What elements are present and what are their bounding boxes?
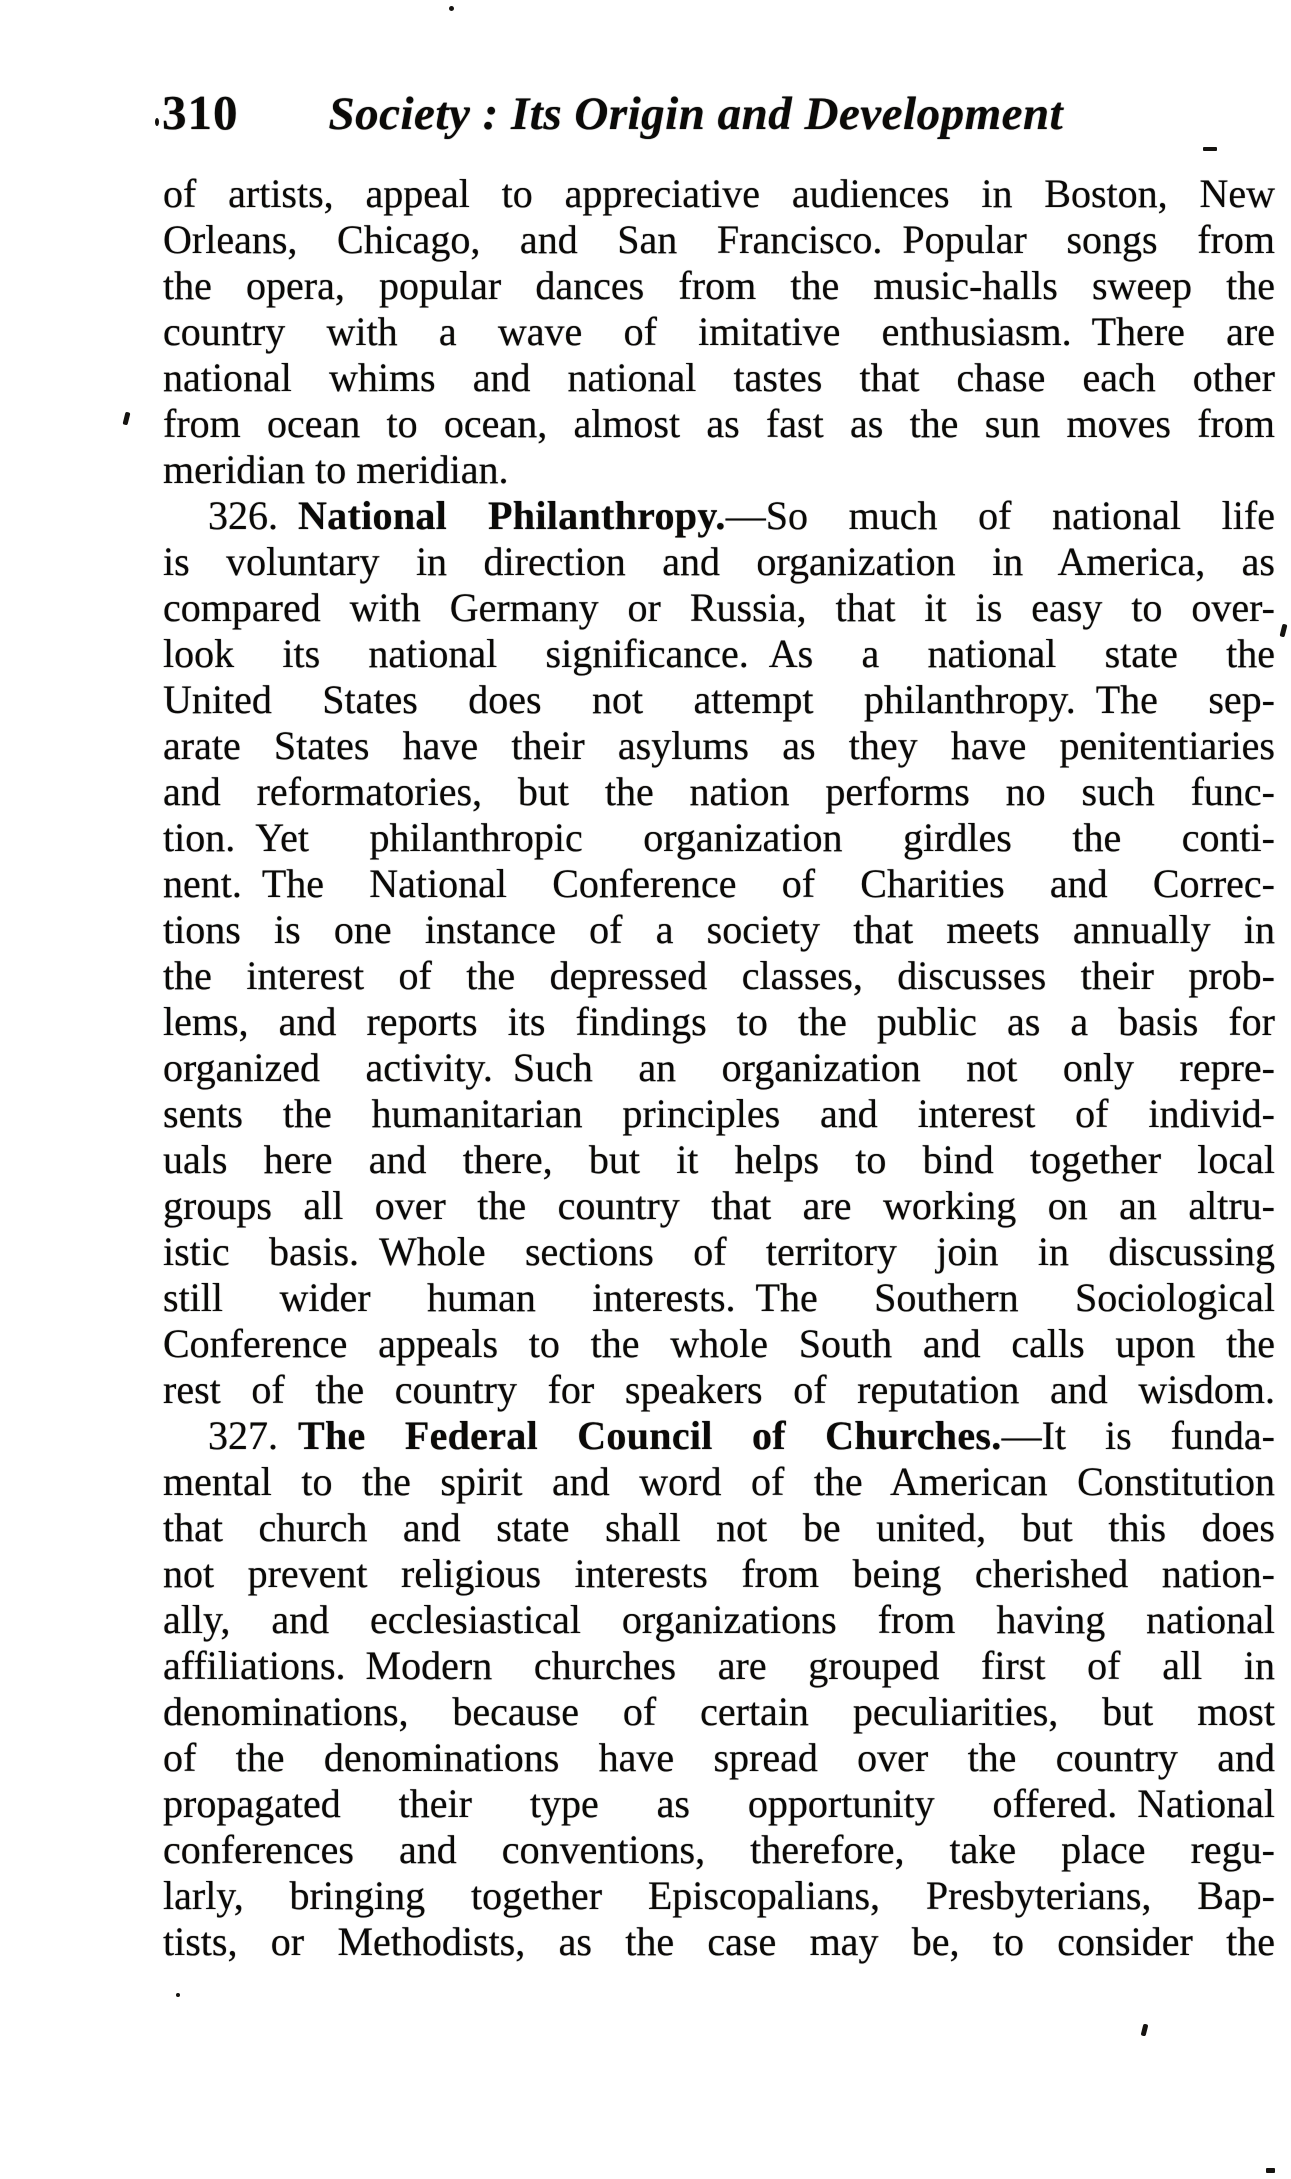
text-line: compared with Germany or Russia, that it is easy to over-	[163, 585, 1275, 630]
text-line: of artists, appeal to appreciative audiences in Boston, New	[163, 171, 1275, 216]
text-line: larly, bringing together Episcopalians, Presbyterians, Bap-	[163, 1873, 1275, 1918]
text-line: uals here and there, but it helps to bind together local	[163, 1137, 1275, 1182]
text-line: propagated their type as opportunity offered. National	[163, 1781, 1275, 1826]
paragraph	[163, 493, 1275, 1413]
text-line: organized activity. Such an organization not only repre-	[163, 1045, 1275, 1090]
text-line: tion. Yet philanthropic organization girdles the conti-	[163, 815, 1275, 860]
text-line: Orleans, Chicago, and San Francisco. Popular songs from	[163, 217, 1275, 262]
text-line: arate States have their asylums as they have penitentiaries	[163, 723, 1275, 768]
text-line: 326. National Philanthropy.—So much of national life	[208, 493, 1275, 538]
text-line: mental to the spirit and word of the American Constitution	[163, 1459, 1275, 1504]
text-line: of the denominations have spread over the country and	[163, 1735, 1275, 1780]
text-line: tists, or Methodists, as the case may be, to consider the	[163, 1919, 1275, 1964]
text-line: denominations, because of certain peculiarities, but most	[163, 1689, 1275, 1734]
ink-speck	[1203, 147, 1217, 151]
text-line: nent. The National Conference of Charities and Correc-	[163, 861, 1275, 906]
text-line: and reformatories, but the nation performs no such func-	[163, 769, 1275, 814]
ink-speck	[176, 1993, 180, 1997]
ink-speck	[123, 412, 131, 426]
text-line: country with a wave of imitative enthusiasm. There are	[163, 309, 1275, 354]
ink-speck	[155, 118, 159, 126]
ink-speck	[1266, 2168, 1275, 2173]
text-line: the opera, popular dances from the music-halls sweep the	[163, 263, 1275, 308]
page-number: 310	[162, 85, 239, 140]
text-line: United States does not attempt philanthropy. The sep-	[163, 677, 1275, 722]
text-line: meridian to meridian.	[163, 447, 509, 492]
book-title: Society : Its Origin and Development	[328, 88, 1064, 140]
ink-speck	[449, 6, 454, 11]
text-line: from ocean to ocean, almost as fast as the sun moves from	[163, 401, 1275, 446]
text-line: not prevent religious interests from being cherished nation-	[163, 1551, 1275, 1596]
text-line: rest of the country for speakers of reputation and wisdom.	[163, 1367, 1275, 1412]
text-line: tions is one instance of a society that meets annually in	[163, 907, 1275, 952]
text-line: still wider human interests. The Southern Sociological	[163, 1275, 1275, 1320]
text-line: conferences and conventions, therefore, take place regu-	[163, 1827, 1275, 1872]
text-line: groups all over the country that are working on an altru-	[163, 1183, 1275, 1228]
text-line: sents the humanitarian principles and interest of individ-	[163, 1091, 1275, 1136]
text-line: 327. The Federal Council of Churches.—It is funda-	[208, 1413, 1275, 1458]
paragraph	[163, 171, 1275, 493]
text-line: is voluntary in direction and organization in America, as	[163, 539, 1275, 584]
text-line: Conference appeals to the whole South and calls upon the	[163, 1321, 1275, 1366]
paragraph	[163, 1413, 1275, 1965]
text-line: that church and state shall not be united, but this does	[163, 1505, 1275, 1550]
text-line: lems, and reports its findings to the public as a basis for	[163, 999, 1275, 1044]
ink-speck	[1141, 2024, 1149, 2037]
text-line: affiliations. Modern churches are grouped first of all in	[163, 1643, 1275, 1688]
text-line: national whims and national tastes that chase each other	[163, 355, 1275, 400]
text-line: istic basis. Whole sections of territory join in discussing	[163, 1229, 1275, 1274]
text-line: look its national significance. As a national state the	[163, 631, 1275, 676]
ink-speck	[1280, 624, 1288, 638]
text-line: the interest of the depressed classes, discusses their prob-	[163, 953, 1275, 998]
running-head	[162, 84, 1271, 141]
text-line: ally, and ecclesiastical organizations from having national	[163, 1597, 1275, 1642]
text-block	[163, 171, 1275, 1965]
